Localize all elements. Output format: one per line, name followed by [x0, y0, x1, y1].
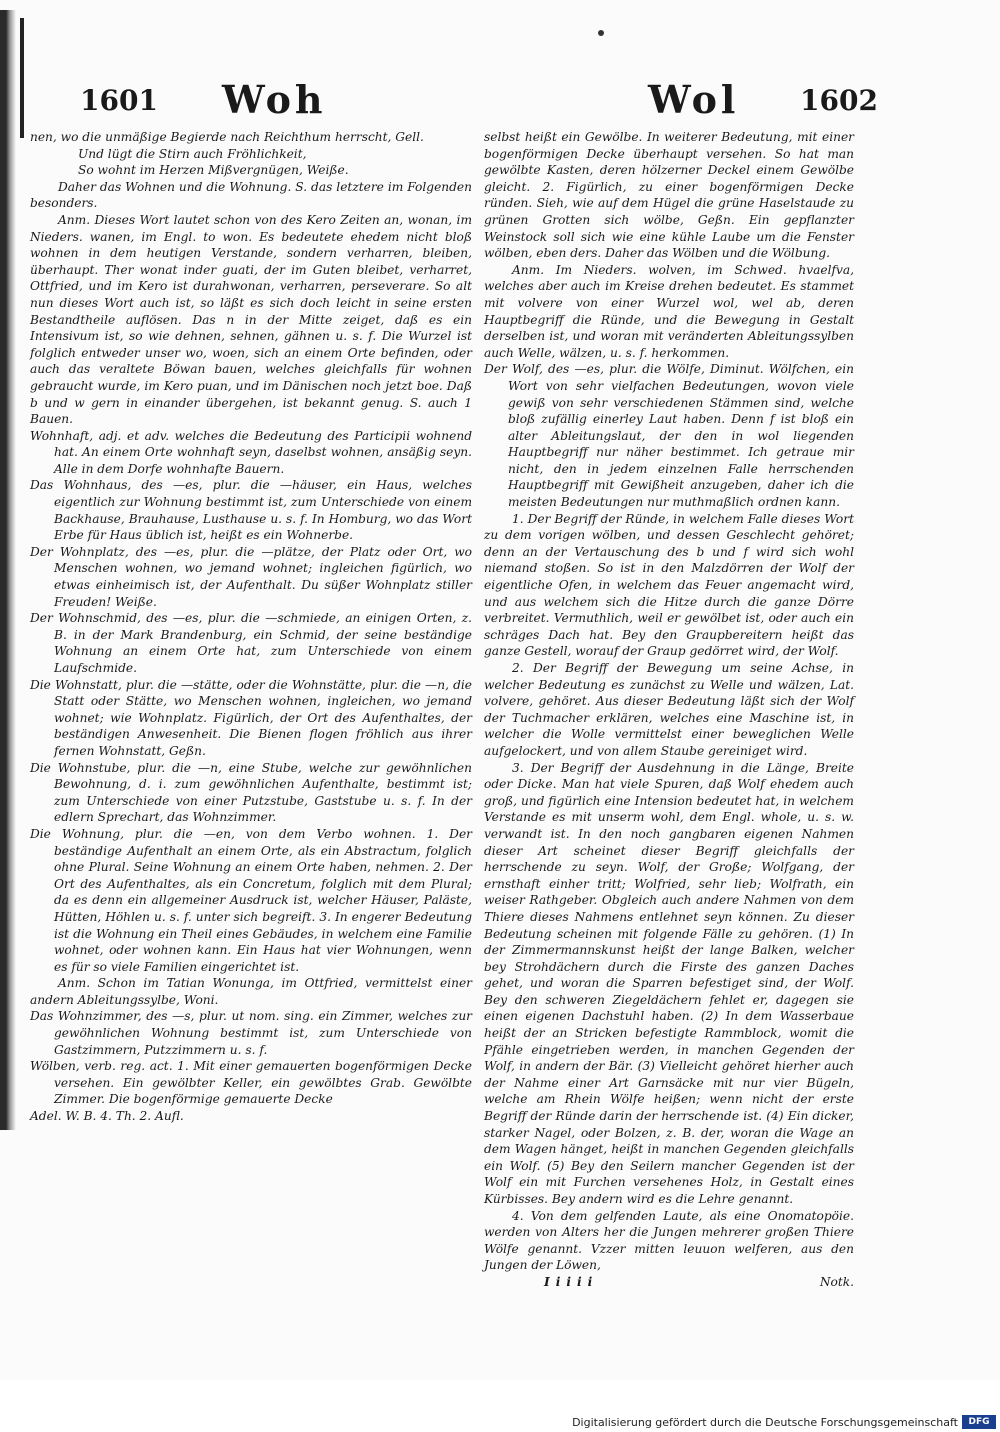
numbered-paragraph: 4. Von dem gelfenden Laute, als eine Onomatopöie. werden von Alters her die Jungen mehrerer großen Thiere Wölfe genannt. Vzzer mitten leuuon welferen, aus den Jungen der Löwen, [484, 1208, 854, 1273]
dictionary-entry: Wohnhaft, adj. et adv. welches die Bedeutung des Participii wohnend hat. An einem Orte wohnhaft seyn, daselbst wohnen, ansäßig seyn. Alle in dem Dorfe wohnhafte Bauern. [30, 428, 472, 476]
catchword: Notk. [819, 1274, 854, 1289]
dictionary-entry: Das Wohnzimmer, des —s, plur. ut nom. sing. ein Zimmer, welches zur gewöhnlichen Wohnung bestimmt ist, zum Unterschiede von Gastzimmern, Putzzimmern u. s. f. [30, 1009, 472, 1057]
signature-mark: Iiiii [544, 1274, 599, 1289]
left-running-head: Woh [222, 77, 327, 122]
dictionary-entry: Das Wohnhaus, des —es, plur. die —häuser, ein Haus, welches eigentlich zur Wohnung bestimmt ist, zum Unterschiede von einem Backhause, Brauhause, Lusthause u. s. f. In Homburg, wo das Wort Erbe für Haus üblich ist, heißt es ein Wohnerbe. [30, 478, 472, 543]
dictionary-entry: Wölben, verb. reg. act. 1. Mit einer gemauerten bogenförmigen Decke versehen. Ein gewölbter Keller, ein gewölbtes Grab. Gewölbte Zimmer. Die bogenförmige gemauerte Decke [30, 1059, 472, 1107]
right-column [484, 129, 854, 1291]
binding-mark [20, 18, 24, 138]
paragraph: Daher das Wohnen und die Wohnung. S. das letztere im Folgenden besonders. [30, 179, 472, 211]
book-spine-shadow [0, 10, 16, 1130]
digitization-footer [0, 1380, 1000, 1432]
right-page-number: 1602 [800, 84, 878, 117]
right-footer [484, 1274, 854, 1291]
ink-speck [598, 30, 604, 36]
numbered-paragraph: 3. Der Begriff der Ausdehnung in die Länge, Breite oder Dicke. Man hat viele Spuren, daß Wolf ehedem auch groß, und figürlich eine Intension bedeutet hat, in welchem Verstande es mit unserm wohl, dem Engl. whole, u. s. w. verwandt ist. In den noch gangbaren eigenen Nahmen dieser Art scheinet dieser Begriff gleichfalls der herrschende zu seyn. Wolf, der Große; Wolfgang, der ernsthaft einher tritt; Wolfried, sehr lieb; Wolfrath, ein weiser Rathgeber. Obgleich auch andere Nahmen von dem Thiere dieses Nahmens entlehnet seyn können. Zu dieser Bedeutung scheinen mit folgende Fälle zu gehören. (1) In der Zimmermannskunst heißt der lange Balken, welcher bey Strohdächern durch die Firste des ganzen Daches gehet, und woran die Sparren befestiget sind, der Wolf. Bey den schweren Ziegeldächern fehlet er, dagegen sie einen eigenen Dachstuhl haben. (2) In dem Wasserbaue heißt der an Stricken befestigte Rammblock, womit die Pfähle eingetrieben werden, in manchen Gegenden der Wolf, in andern der Bär. (3) Vielleicht gehöret hierher auch der Nahme einer Art Garnsäcke mit nur vier Bügeln, welche am Rhein Wölfe heißen; wenn nicht der erste Begriff der Ründe darin der herrschende ist. (4) Ein dicker, starker Nagel, oder Bolzen, z. B. der, woran die Wage an dem Wagen hänget, heißt in manchen Gegenden gleichfalls ein Wolf. (5) Bey den Seilern mancher Gegenden ist der Wolf ein mit Furchen versehenes Holz, in Gestalt eines Kürbisses. Bey andern wird es die Lehre genannt. [484, 760, 854, 1206]
numbered-paragraph: 1. Der Begriff der Ründe, in welchem Falle dieses Wort zu dem vorigen wölben, und dessen Geschlecht gehöret; denn an der Vertauschung des b und f wird sich wohl niemand stoßen. So ist in den Malzdörren der Wolf der eigentliche Ofen, in welchem das Feuer angemacht wird, und aus welchem sich die Hitze durch die ganze Dörre verbreitet. Vermuthlich, weil er gewölbet ist, oder auch ein schräges Dach hat. Bey den Graupbereitern heißt das ganze Gestell, worauf der Graup gedörret wird, der Wolf. [484, 511, 854, 659]
numbered-paragraph: 2. Der Begriff der Bewegung um seine Achse, in welcher Bedeutung es zunächst zu Welle und wälzen, Lat. volvere, gehöret. Aus dieser Bedeutung läßt sich der Wolf der Tuchmacher erklären, welches eine Maschine ist, in welcher die Wolle vermittelst einer beweglichen Welle aufgelockert, und von allem Staube gereiniget wird. [484, 661, 854, 758]
left-column [30, 129, 472, 1125]
annotation-paragraph: Anm. Im Nieders. wolven, im Schwed. hvaelfva, welches aber auch im Kreise drehen bedeutet. Es stammet mit volvere von einer Wurzel wol, wel ab, deren Hauptbegriff die Ründe, und die Bewegung in Gestalt derselben ist, und woran mit veränderten Ableitungssylben auch Welle, wälzen, u. s. f. herkommen. [484, 262, 854, 360]
dictionary-entry: Der Wohnplatz, des —es, plur. die —plätze, der Platz oder Ort, wo Menschen wohnen, wo jemand wohnet; ingleichen figürlich, wo etwas einheimisch ist, der Aufenthalt. Du süßer Wohnplatz stiller Freuden! Weiße. [30, 544, 472, 609]
annotation-paragraph: Anm. Schon im Tatian Wonunga, im Ottfried, vermittelst einer andern Ableitungssylbe, Woni. [30, 976, 472, 1007]
dictionary-entry: Der Wohnschmid, des —es, plur. die —schmiede, an einigen Orten, z. B. in der Mark Brandenburg, ein Schmid, der seine beständige Wohnung an einem Orte hat, zum Unterschiede von einem Laufschmide. [30, 611, 472, 675]
annotation-paragraph: Anm. Dieses Wort lautet schon von des Kero Zeiten an, wonan, im Nieders. wanen, im Engl. to won. Es bedeutete ehedem nicht bloß wohnen in dem heutigen Verstande, sondern verharren, bleiben, überhaupt. Ther wonat inder guati, der im Guten bleibet, verharret, Ottfried, und im Kero ist durahwonan, verharren, perseverare. So alt nun dieses Wort auch ist, so läßt es sich doch leicht in seine ersten Bestandtheile auflösen. Das n in der Mitte zeiget, daß es ein Intensivum ist, so wie dehnen, sehnen, gähnen u. s. f. Die Wurzel ist folglich entweder unser wo, woen, sich an einem Orte befinden, oder auch das veraltete Böwan bauen, welches gleichfalls für wohnen gebraucht wurde, im Kero puan, und im Dänischen noch jetzt boe. Daß b und w gern in einander übergehen, ist bekannt genug. S. auch 1 Bauen. [30, 212, 472, 427]
funding-credit: Digitalisierung gefördert durch die Deutsche Forschungsgemeinschaft [572, 1416, 958, 1429]
verse-line: Und lügt die Stirn auch Fröhlichkeit, [78, 146, 307, 161]
verse-line: So wohnt im Herzen Mißvergnügen, Weiße. [78, 163, 349, 178]
left-footer: Adel. W. B. 4. Th. 2. Aufl. [30, 1109, 184, 1124]
paragraph: nen, wo die unmäßige Begierde nach Reichthum herrscht, Gell. [30, 130, 424, 144]
paragraph: selbst heißt ein Gewölbe. In weiterer Bedeutung, mit einer bogenförmigen Decke überhaupt versehen. So hat man gewölbte Kasten, deren hölzerner Deckel einem Gewölbe gleicht. 2. Figürlich, zu einer bogenförmigen Decke ründen. Sieh, wie auf dem Hügel die grüne Haselstaude zu grünen Grotten sich wölbe, Geßn. Ein gepflanzter Weinstock soll sich wie eine kühle Laube um die Fenster wölben, eben ders. Daher das Wölben und die Wölbung. [484, 130, 854, 261]
left-page-number: 1601 [80, 84, 158, 117]
dictionary-entry: Der Wolf, des —es, plur. die Wölfe, Diminut. Wölfchen, ein Wort von sehr vielfachen Bedeutungen, wovon viele gewiß von sehr verschiedenen Stämmen sind, welche bloß zufällig einerley Laut haben. Denn f ist bloß ein alter Ableitungslaut, der den in wol liegenden Hauptbegriff nur näher bestimmet. Ich getraue mir nicht, den in jedem einzelnen Falle herrschenden Hauptbegriff mit Gewißheit anzugeben, daher ich die meisten Bedeutungen nur muthmaßlich ordnen kann. [484, 362, 854, 510]
dfg-logo: DFG [962, 1415, 996, 1429]
dictionary-entry: Die Wohnstube, plur. die —n, eine Stube, welche zur gewöhnlichen Bewohnung, d. i. zum gewöhnlichen Aufenthalte, bestimmt ist; zum Unterschiede von einer Putzstube, Gaststube u. s. f. In der edlern Sprechart, das Wohnzimmer. [30, 760, 472, 825]
dictionary-entry: Die Wohnstatt, plur. die —stätte, oder die Wohnstätte, plur. die —n, die Statt oder Stätte, wo Menschen wohnen, ingleichen, wo jemand wohnet; wie Wohnplatz. Figürlich, der Ort des Aufenthaltes, der beständigen Anwesenheit. Die Bienen flogen fröhlich aus ihrer fernen Wohnstatt, Geßn. [30, 677, 472, 758]
right-running-head: Wol [648, 77, 740, 122]
dictionary-entry: Die Wohnung, plur. die —en, von dem Verbo wohnen. 1. Der beständige Aufenthalt an einem Orte, als ein Abstractum, folglich ohne Plural. Seine Wohnung an einem Orte haben, nehmen. 2. Der Ort des Aufenthaltes, als ein Concretum, folglich mit dem Plural; da es denn ein allgemeiner Ausdruck ist, welcher Häuser, Paläste, Hütten, Höhlen u. s. f. unter sich begreift. 3. In engerer Bedeutung ist die Wohnung ein Theil eines Gebäudes, in welchem eine Familie wohnet, oder wohnen kann. Ein Haus hat vier Wohnungen, wenn es für so viele Familien eingerichtet ist. [30, 826, 472, 974]
